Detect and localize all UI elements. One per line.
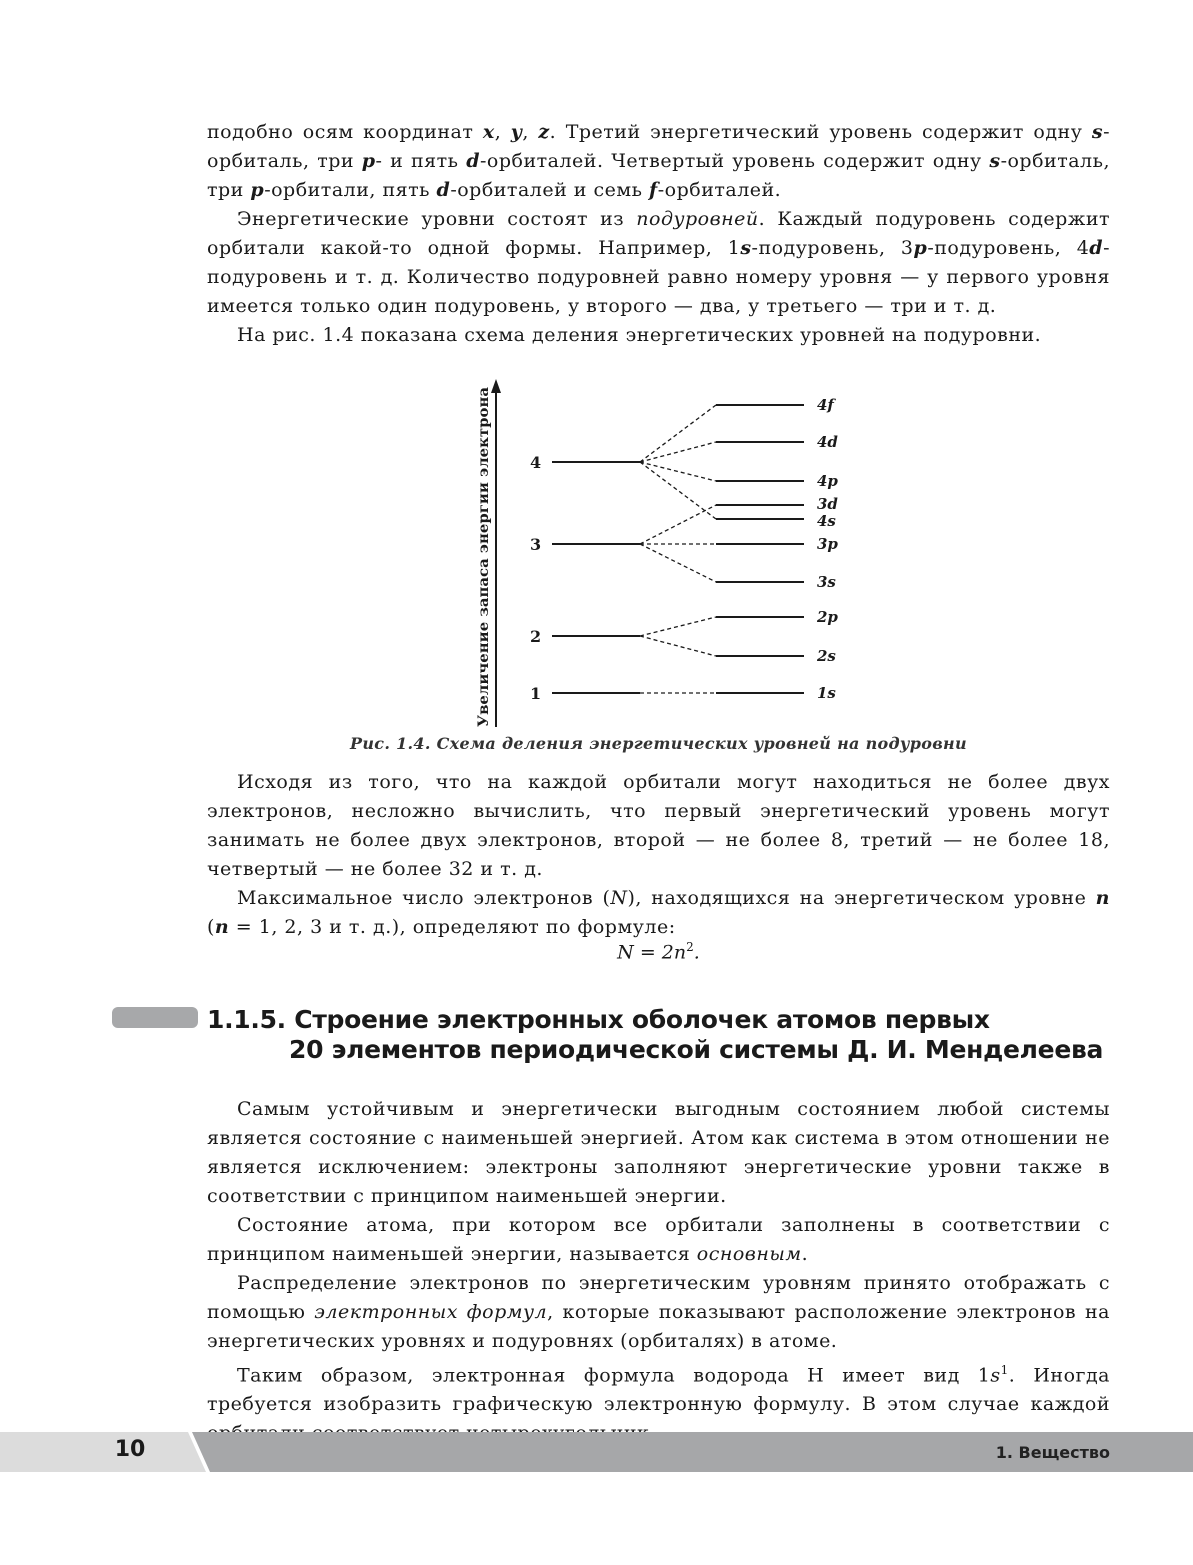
text-run: -орбитали, пять bbox=[264, 179, 437, 201]
connector-4-4p bbox=[640, 462, 716, 481]
paragraph bbox=[207, 1211, 1110, 1269]
paragraph bbox=[207, 205, 1110, 321]
connector-lines bbox=[640, 405, 716, 693]
axis-label: Увеличение запаса энергии электрона bbox=[476, 407, 492, 727]
section-heading-line1: 1.1.5. Строение электронных оболочек атомов первых bbox=[207, 1005, 990, 1034]
connector-2-2s bbox=[640, 636, 716, 656]
connector-4-4d bbox=[640, 442, 716, 462]
text-run: Самым устойчивым и энергетически выгодным состоянием любой системы является состояние с наименьшей энергией. Атом как система в этом отношении не является исключением: электроны заполняют энергетические уровни также в соответствии с принципом наименьшей энергии. bbox=[207, 1098, 1110, 1207]
emphasis-text: p bbox=[913, 237, 928, 259]
footer-page-tab bbox=[0, 1432, 206, 1472]
page-number: 10 bbox=[114, 1437, 146, 1462]
text-run: . bbox=[801, 1243, 809, 1265]
formula-lhs: N = 2n bbox=[617, 941, 687, 964]
formula-exponent: 2 bbox=[686, 940, 694, 954]
text-run: ), находящихся на энергетическом уровне bbox=[627, 887, 1096, 909]
emphasis-text: n bbox=[214, 916, 230, 938]
text-run: , bbox=[522, 121, 539, 143]
figure-caption: Рис. 1.4. Схема деления энергетических уровней на подуровни bbox=[350, 734, 967, 753]
section-heading bbox=[207, 1005, 1127, 1065]
paragraph bbox=[207, 1095, 1110, 1211]
emphasis-text: p bbox=[361, 150, 376, 172]
connector-4-4f bbox=[640, 405, 716, 462]
text-run: Энергетические уровни состоят из bbox=[237, 208, 637, 230]
text-run: Распределение электронов по энергетическим уровням принято отображать с помощью bbox=[207, 1272, 1110, 1323]
text-run: Максимальное число электронов ( bbox=[237, 887, 611, 909]
text-run: На рис. 1.4 показана схема деления энергетических уровней на подуровни. bbox=[237, 324, 1042, 346]
text-run: -орбиталей и семь bbox=[450, 179, 650, 201]
sublevel-label-3s: 3s bbox=[817, 573, 836, 591]
text-run: подобно осям координат bbox=[207, 121, 483, 143]
connector-2-2p bbox=[640, 617, 716, 636]
emphasis-text: d bbox=[1089, 237, 1104, 259]
level-label-3: 3 bbox=[530, 535, 542, 554]
emphasis-text: n bbox=[1095, 887, 1110, 909]
bottom-text bbox=[207, 1095, 1110, 1448]
sublevel-label-1s: 1s bbox=[817, 684, 836, 702]
emphasis-text: d bbox=[436, 179, 451, 201]
emphasis-text: y bbox=[510, 121, 523, 143]
sublevel-label-3p: 3p bbox=[817, 535, 838, 553]
emphasis-text: d bbox=[466, 150, 481, 172]
text-run: -подуровень, 4 bbox=[927, 237, 1090, 259]
text-run: -подуровень, 3 bbox=[751, 237, 914, 259]
emphasis-text: x bbox=[482, 121, 495, 143]
energy-levels-figure bbox=[470, 375, 870, 739]
sublevel-labels bbox=[816, 396, 838, 702]
paragraph bbox=[207, 768, 1110, 884]
sublevel-label-2p: 2p bbox=[817, 608, 838, 626]
top-text bbox=[207, 118, 1110, 350]
sublevel-label-2s: 2s bbox=[817, 647, 836, 665]
emphasis-text: s bbox=[740, 237, 752, 259]
text-run: -подуровень и т. д. Количество подуровней равно номеру уровня — у первого уровня имеется только один подуровень, у второго — два, у третьего — три и т. д. bbox=[207, 237, 1111, 317]
paragraph bbox=[207, 884, 1110, 942]
emphasis-text: s bbox=[989, 150, 1001, 172]
level-lines bbox=[552, 405, 804, 693]
sublevel-label-3d: 3d bbox=[817, 495, 838, 513]
text-run: , которые показывают расположение электронов на энергетических уровнях и подуровнях (орбиталях) в атоме. bbox=[207, 1301, 1110, 1352]
text-run: . Иногда требуется изобразить графическую электронную формулу. В этом случае каждой bbox=[207, 1364, 1110, 1416]
text-run: Таким образом, электронная формула водорода H имеет вид 1 bbox=[237, 1364, 991, 1387]
energy-axis-arrow bbox=[491, 379, 501, 393]
sublevel-label-4p: 4p bbox=[817, 472, 838, 490]
middle-text bbox=[207, 768, 1110, 942]
emphasis-text: электронных формул bbox=[314, 1301, 548, 1323]
text-run: ( bbox=[207, 916, 215, 938]
emphasis-text: 1 bbox=[1000, 1363, 1009, 1377]
emphasis-text: f bbox=[649, 179, 658, 201]
section-marker-bar bbox=[112, 1007, 198, 1028]
emphasis-text: s bbox=[1091, 121, 1104, 143]
text-run: Состояние атома, при котором все орбитали заполнены в соответствии с принципом наименьшей энергии, называется bbox=[207, 1214, 1110, 1265]
text-run: . Каждый подуровень содержит орбитали какой-то одной формы. Например, 1 bbox=[207, 208, 1110, 259]
paragraph bbox=[207, 1269, 1110, 1356]
emphasis-text: p bbox=[250, 179, 265, 201]
formula bbox=[207, 940, 1110, 963]
sublevel-label-4d: 4d bbox=[817, 433, 838, 451]
text-run: . Третий энергетический уровень содержит одну bbox=[549, 121, 1092, 143]
text-run: -орбиталь, три bbox=[207, 121, 1110, 172]
text-run: , bbox=[494, 121, 511, 143]
text-run: -орбиталей. bbox=[657, 179, 782, 201]
text-run: = 1, 2, 3 и т. д.), определяют по формуле: bbox=[229, 916, 676, 938]
connector-4-4s bbox=[640, 462, 716, 519]
connector-3-3s bbox=[640, 544, 716, 582]
text-run: -орбиталей. Четвертый уровень содержит одну bbox=[480, 150, 990, 172]
level-label-4: 4 bbox=[530, 453, 542, 472]
sublevel-label-4s: 4s bbox=[817, 512, 836, 530]
emphasis-text: подуровней bbox=[636, 208, 759, 230]
paragraph bbox=[207, 321, 1110, 350]
level-label-2: 2 bbox=[530, 627, 542, 646]
emphasis-text: s bbox=[990, 1364, 1001, 1387]
level-label-1: 1 bbox=[530, 684, 542, 703]
emphasis-text: основным bbox=[696, 1243, 802, 1265]
text-run: - и пять bbox=[375, 150, 467, 172]
paragraph bbox=[207, 118, 1110, 205]
energy-levels-diagram bbox=[470, 375, 870, 735]
chapter-label: 1. Вещество bbox=[995, 1443, 1110, 1462]
formula-end: . bbox=[693, 941, 700, 964]
text-run: Исходя из того, что на каждой орбитали могут находиться не более двух электронов, несложно вычислить, что первый энергетический уровень могут занимать не более двух электронов, второй — не более 8, третий — не более 18, четвертый — не более 32 и т. д. bbox=[207, 771, 1110, 880]
text-run: -орбиталь, три bbox=[207, 150, 1110, 201]
emphasis-text: z bbox=[538, 121, 550, 143]
level-labels bbox=[530, 453, 541, 703]
emphasis-text: N bbox=[610, 887, 628, 909]
sublevel-label-4f: 4f bbox=[817, 396, 834, 414]
section-heading-line2: 20 элементов периодической системы Д. И. Менделеева bbox=[289, 1035, 1104, 1064]
